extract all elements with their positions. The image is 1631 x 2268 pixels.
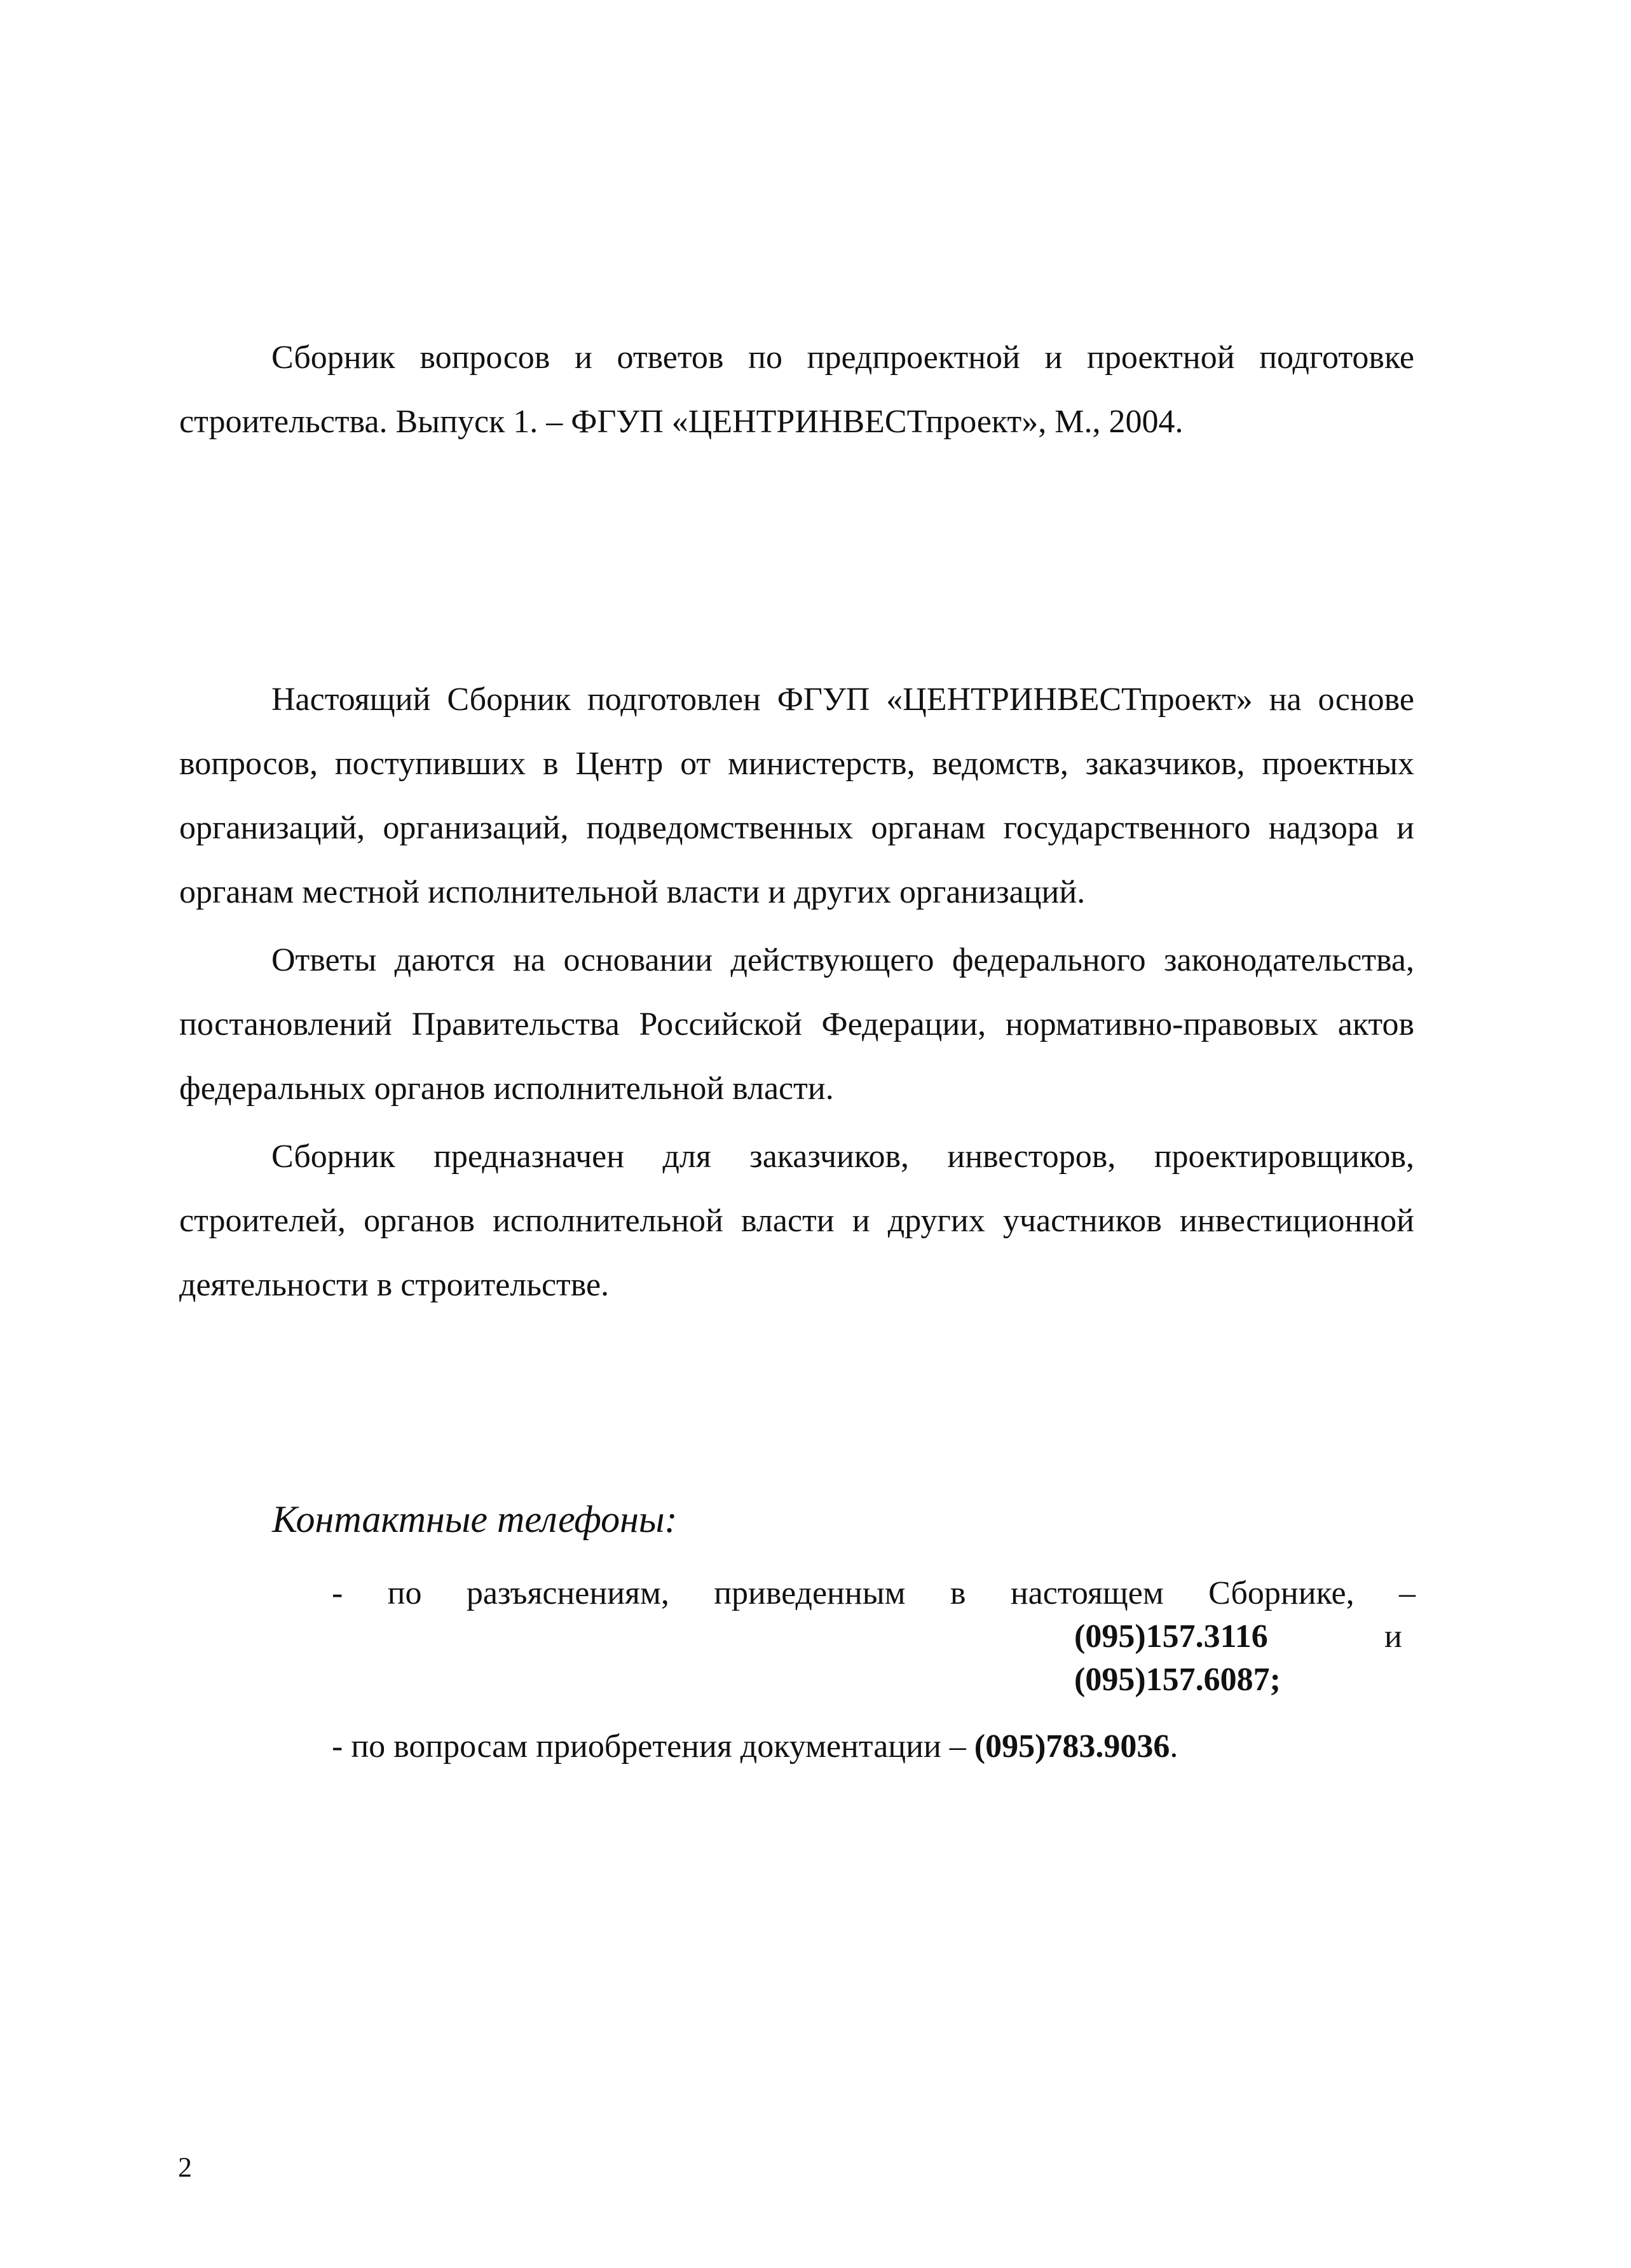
paragraph-audience: Сборник предназначен для заказчиков, инвесторов, проектировщиков, строителей, органов исполнительной власти и других участников инвестиционной деятельности в строительстве. — [179, 1138, 1414, 1303]
citation-block — [179, 325, 1414, 454]
paragraph-purpose: Настоящий Сборник подготовлен ФГУП «ЦЕНТРИНВЕСТпроект» на основе вопросов, поступивших в Центр от министерств, ведомств, заказчиков, проектных организаций, организаций, подведомственных органам государственного надзора и органам местной исполнительной власти и других организаций. — [179, 681, 1414, 910]
contacts-heading: Контактные телефоны: — [272, 1498, 678, 1540]
conjunction-and: и — [1384, 1618, 1402, 1655]
contact-line-documentation — [332, 1725, 1178, 1769]
contact-line-period: . — [1170, 1728, 1178, 1765]
phone-number-2: (095)157.6087; — [1074, 1662, 1281, 1698]
description-block — [179, 667, 1414, 1317]
contact-line-documentation-text: - по вопросам приобретения документации – — [332, 1728, 966, 1765]
citation-text: Сборник вопросов и ответов по предпроектной и проектной подготовке строительства. Выпуск 1. – ФГУП «ЦЕНТРИНВЕСТпроект», М., 2004. — [179, 339, 1414, 440]
phone-number-3: (095)783.9036 — [974, 1728, 1170, 1765]
contact-line-clarifications: - по разъяснениям, приведенным в настоящем Сборнике, – — [332, 1575, 1416, 1611]
page-number: 2 — [178, 2152, 192, 2183]
phone-number-1: (095)157.3116 — [1074, 1618, 1268, 1655]
paragraph-basis: Ответы даются на основании действующего федерального законодательства, постановлений Правительства Российской Федерации, нормативно-правовых актов федеральных органов исполнительной власти. — [179, 942, 1414, 1107]
